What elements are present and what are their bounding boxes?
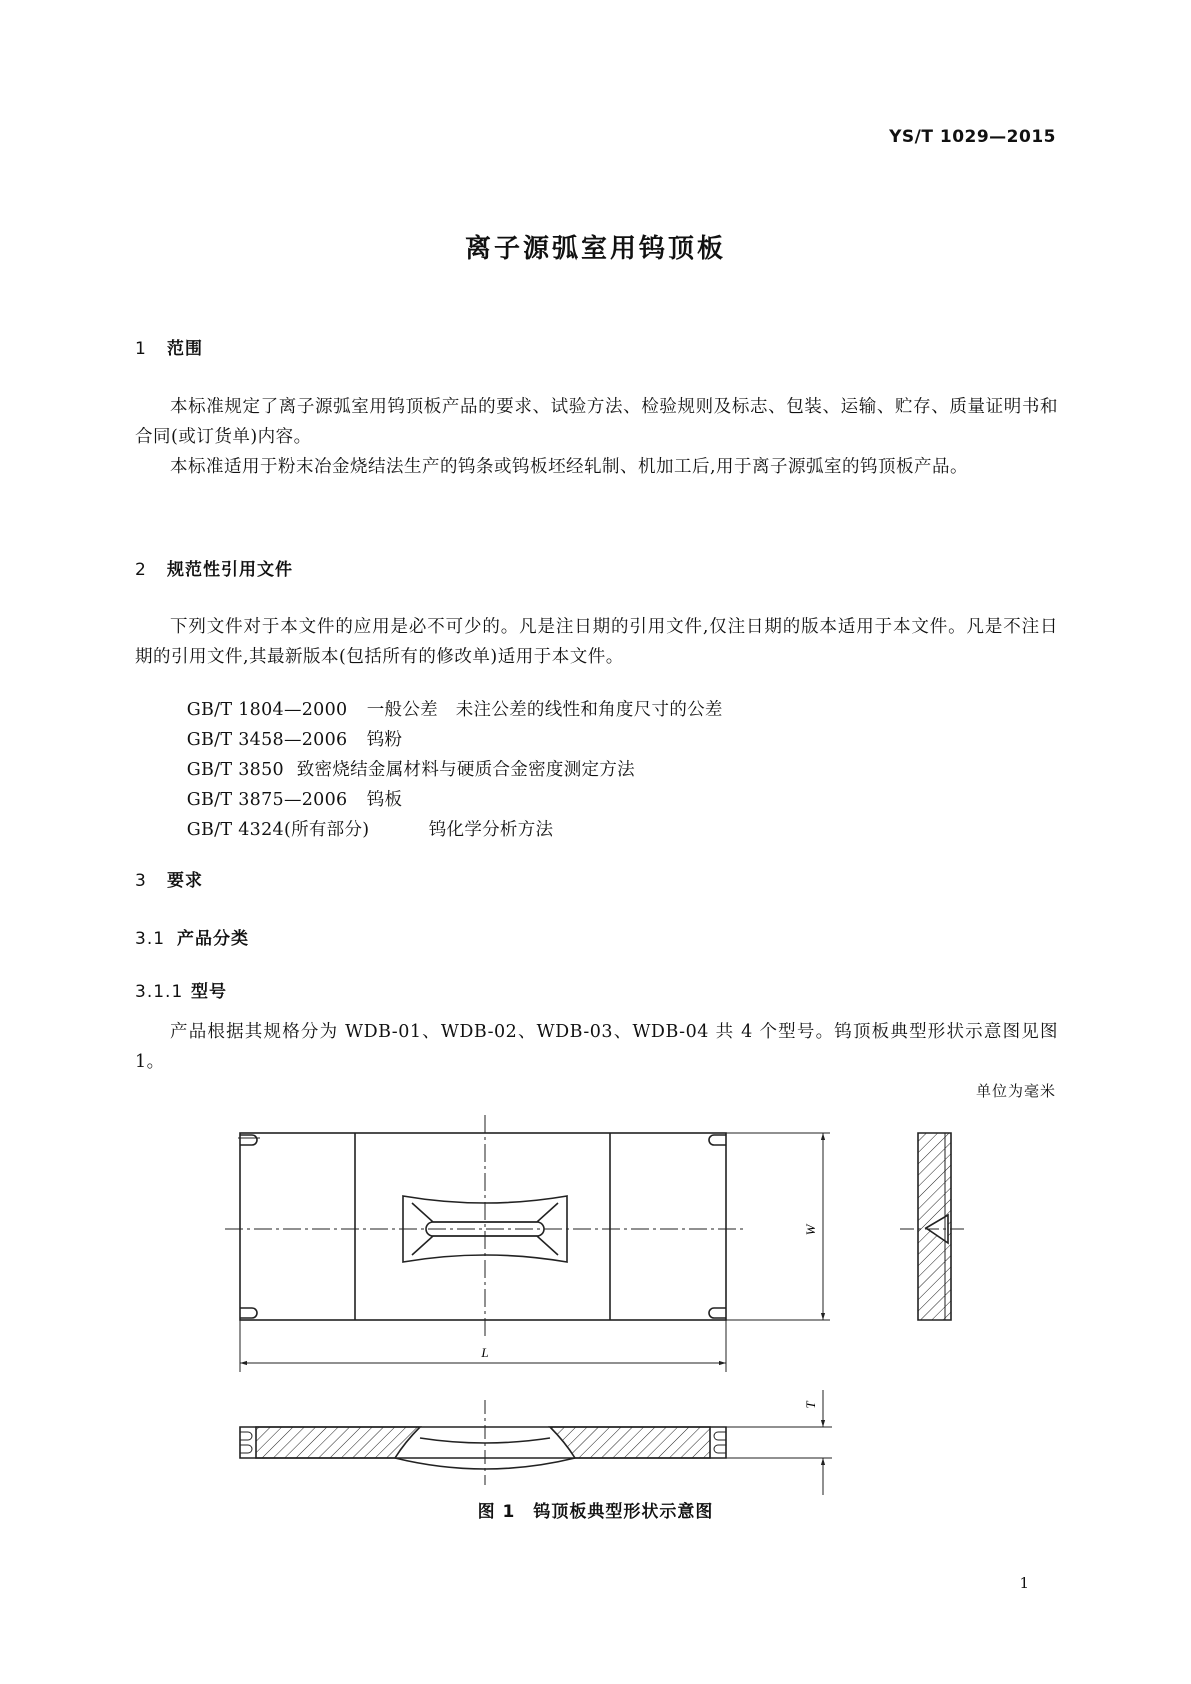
reference-title: 钨粉 xyxy=(366,730,403,750)
reference-code: GB/T 3850 xyxy=(186,760,284,780)
corner-notch xyxy=(240,1308,257,1318)
top-view xyxy=(240,1133,726,1320)
cross-section-view xyxy=(240,1427,726,1469)
page-number: 1 xyxy=(1019,1574,1029,1592)
section-number: 1 xyxy=(135,339,147,359)
section-3-1-1-paragraph: 产品根据其规格分为 WDB-01、WDB-02、WDB-03、WDB-04 共 4 个型号。钨顶板典型形状示意图见图 1。 xyxy=(135,1022,1058,1072)
section-title: 范围 xyxy=(167,339,203,359)
figure-caption: 图 1 钨顶板典型形状示意图 xyxy=(477,1502,714,1522)
section-number: 2 xyxy=(135,560,147,580)
center-lines xyxy=(225,1115,745,1340)
side-view xyxy=(900,1133,965,1320)
dim-label-t: T xyxy=(803,1401,818,1409)
reference-code: GB/T 1804—2000 xyxy=(186,700,348,720)
section-1-paragraph-2: 本标准适用于粉末冶金烧结法生产的钨条或钨板坯经轧制、机加工后,用于离子源弧室的钨顶板产品。 xyxy=(170,457,969,477)
standard-code: YS/T 1029—2015 xyxy=(889,127,1056,147)
section-number: 3.1 xyxy=(135,929,166,949)
section-2-paragraph: 下列文件对于本文件的应用是必不可少的。凡是注日期的引用文件,仅注日期的版本适用于本文件。凡是不注日期的引用文件,其最新版本(包括所有的修改单)适用于本文件。 xyxy=(135,617,1058,667)
reference-title: 钨板 xyxy=(366,790,403,810)
corner-notch xyxy=(709,1308,726,1318)
section-number: 3.1.1 xyxy=(135,982,184,1002)
reference-code: GB/T 3875—2006 xyxy=(186,790,348,810)
reference-title: 致密烧结金属材料与硬质合金密度测定方法 xyxy=(296,760,635,780)
unit-note: 单位为毫米 xyxy=(975,1082,1056,1100)
document-title: 离子源弧室用钨顶板 xyxy=(464,234,726,264)
plate-outline xyxy=(240,1133,726,1320)
corner-notch xyxy=(709,1135,726,1145)
reference-title: 钨化学分析方法 xyxy=(428,820,554,840)
dim-label-l: L xyxy=(481,1345,489,1360)
section-title: 型号 xyxy=(191,982,227,1002)
reference-code: GB/T 4324(所有部分) xyxy=(186,820,370,840)
reference-title: 一般公差 未注公差的线性和角度尺寸的公差 xyxy=(366,700,723,720)
section-title: 产品分类 xyxy=(177,929,249,949)
dim-label-w: W xyxy=(803,1224,818,1236)
section-title: 规范性引用文件 xyxy=(167,560,293,580)
section-1-paragraph-1: 本标准规定了离子源弧室用钨顶板产品的要求、试验方法、检验规则及标志、包装、运输、贮存、质量证明书和合同(或订货单)内容。 xyxy=(135,397,1058,447)
reference-code: GB/T 3458—2006 xyxy=(186,730,348,750)
section-number: 3 xyxy=(135,871,147,891)
section-title: 要求 xyxy=(167,871,203,891)
corner-notch xyxy=(240,1135,257,1145)
